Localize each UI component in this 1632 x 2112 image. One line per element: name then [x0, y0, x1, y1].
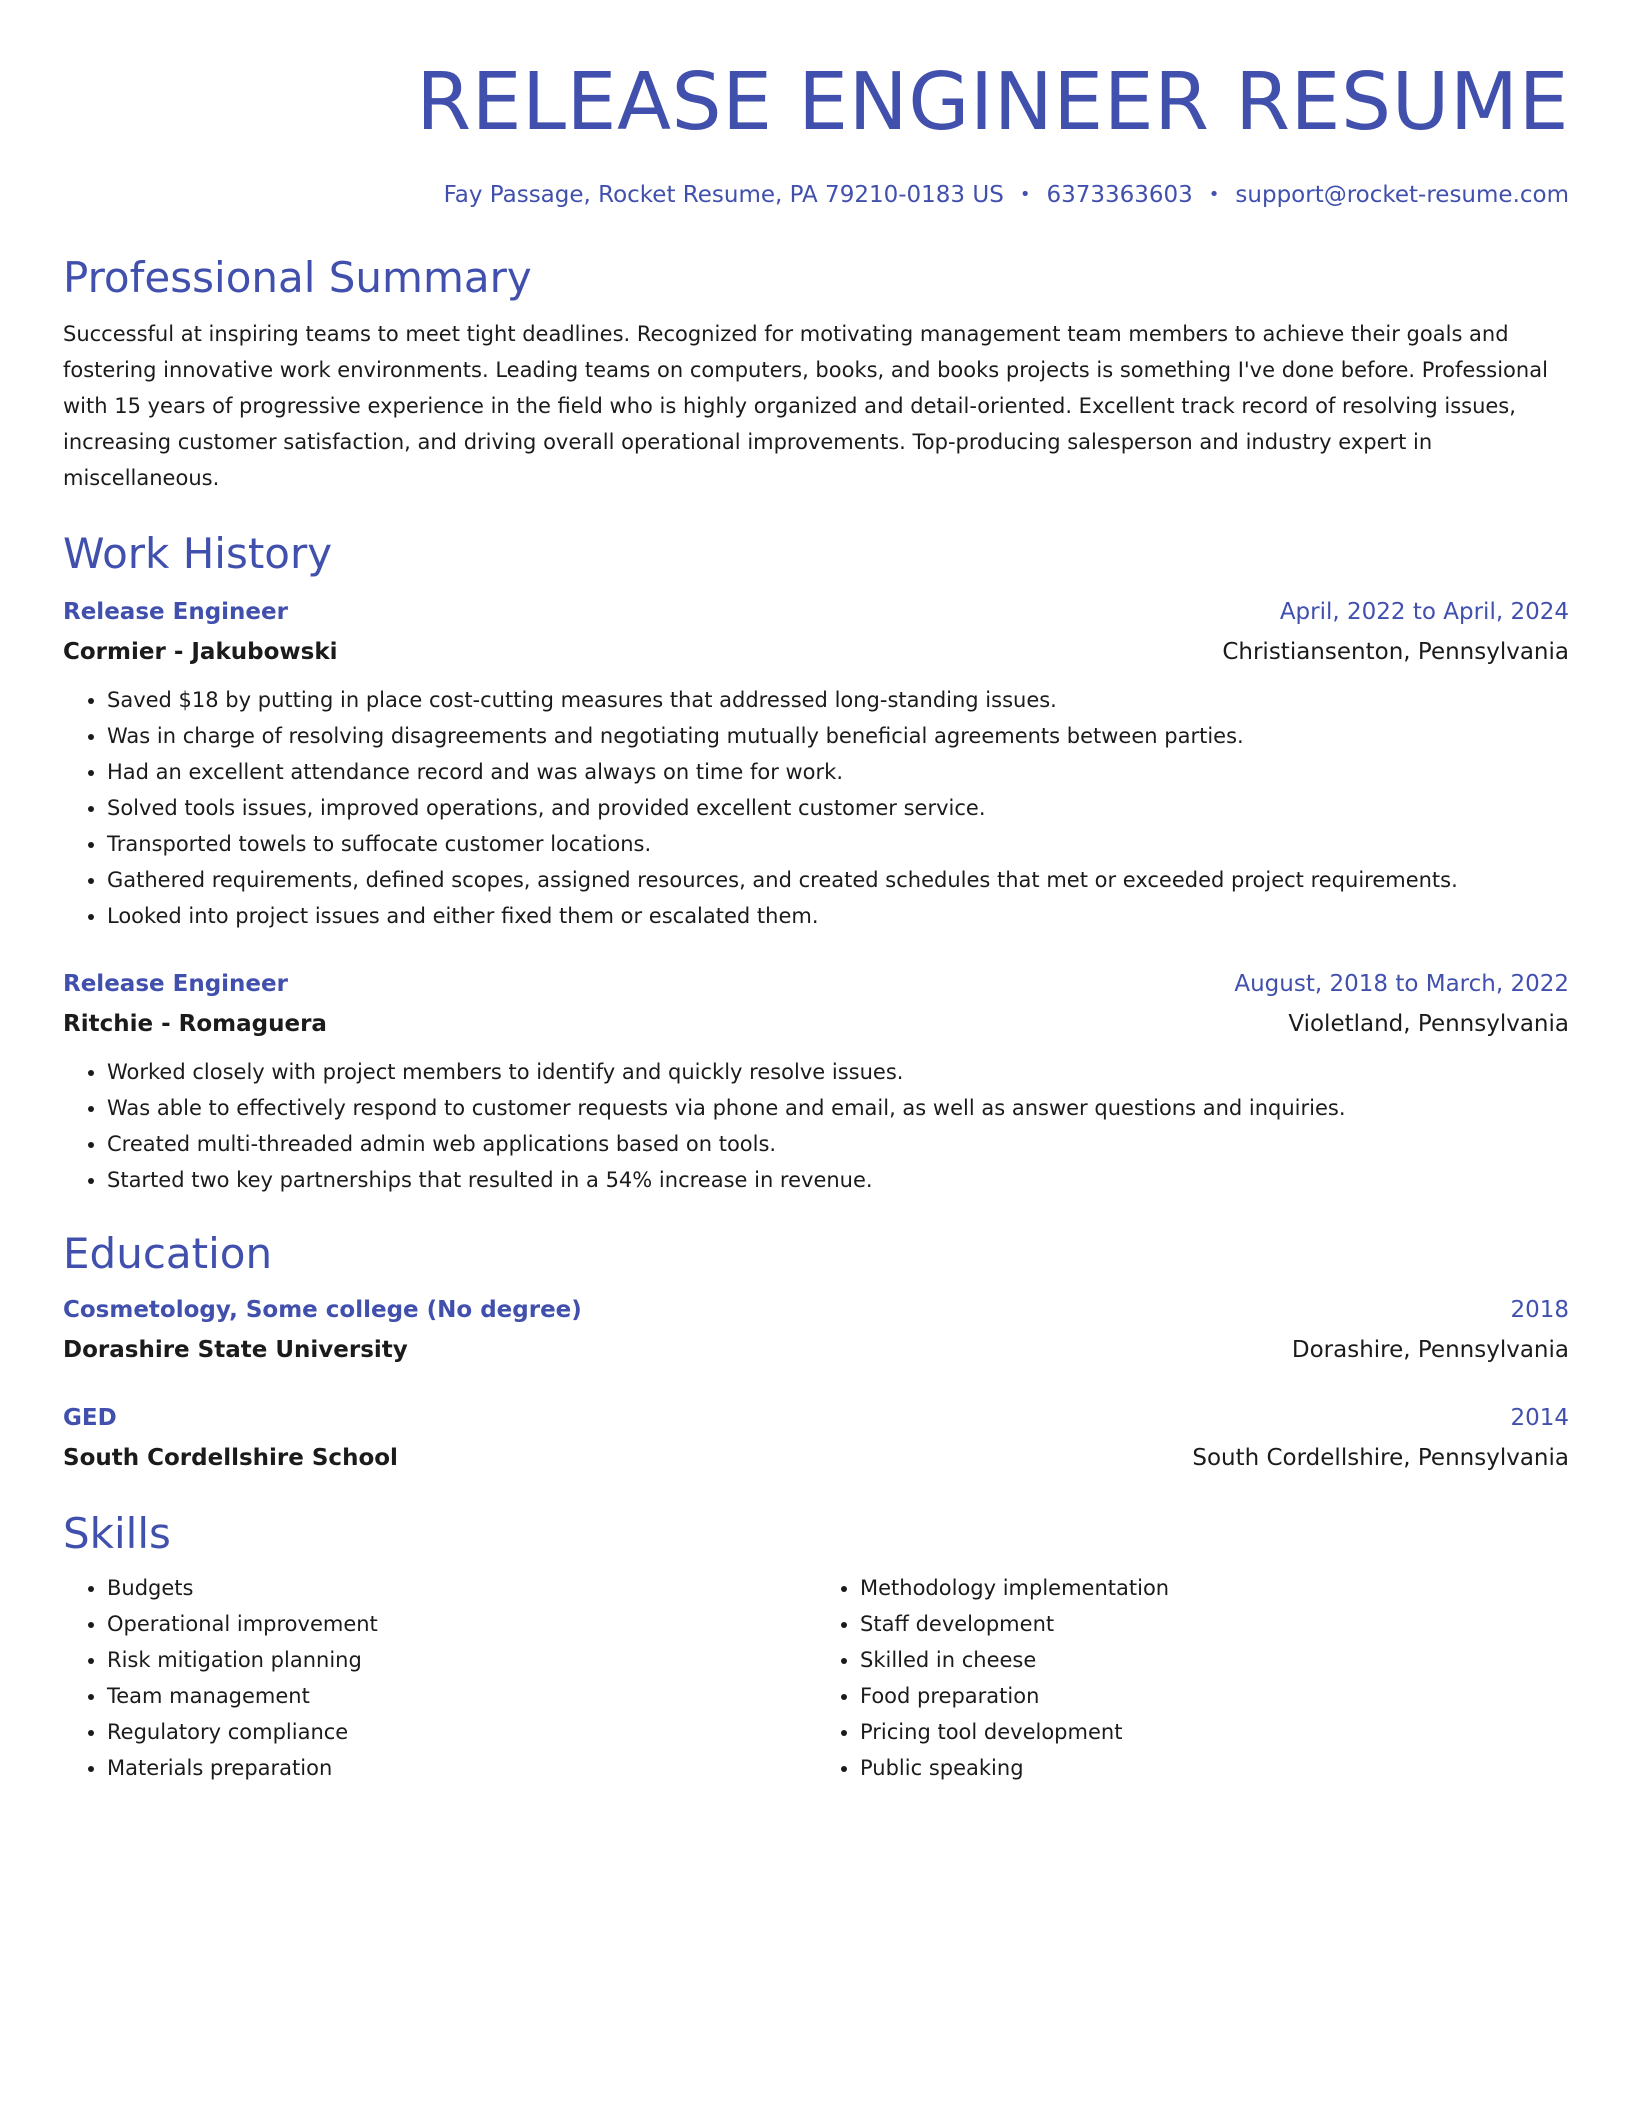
- job-bullet: • Saved $18 by putting in place cost-cutting measures that addressed long-standing issues.: [107, 682, 1569, 718]
- education-year: 2014: [1510, 1405, 1569, 1431]
- skills-section: [63, 1506, 1569, 1786]
- job-dates: August, 2018 to March, 2022: [1234, 971, 1569, 997]
- job-bullets: [63, 682, 1569, 934]
- education-year: 2018: [1510, 1297, 1569, 1323]
- job-bullet: • Solved tools issues, improved operations, and provided excellent customer service.: [107, 790, 1569, 826]
- education-location: South Cordellshire, Pennsylvania: [1192, 1445, 1569, 1471]
- job-bullet: • Was able to effectively respond to customer requests via phone and email, as well as answer questions and inquiries.: [107, 1090, 1569, 1126]
- job-title-row: [63, 592, 1569, 632]
- skills-list-right: [816, 1570, 1569, 1786]
- section-heading-work: Work History: [63, 529, 333, 578]
- contact-phone: 6373363603: [1046, 182, 1193, 208]
- skill-item: • Food preparation: [860, 1678, 1569, 1714]
- education-school: Dorashire State University: [63, 1337, 408, 1363]
- job-location: Violetland, Pennsylvania: [1288, 1011, 1569, 1037]
- skill-item: • Staff development: [860, 1606, 1569, 1642]
- section-heading-skills: Skills: [63, 1509, 171, 1558]
- skills-list-left: [63, 1570, 816, 1786]
- job-dates: April, 2022 to April, 2024: [1279, 599, 1569, 625]
- contact-line: [63, 180, 1569, 210]
- education-school-row: [63, 1330, 1569, 1370]
- job-bullet: • Created multi-threaded admin web applications based on tools.: [107, 1126, 1569, 1162]
- job-company-row: [63, 632, 1569, 672]
- skill-item: • Risk mitigation planning: [107, 1642, 816, 1678]
- work-history-section: [63, 526, 1569, 1198]
- skill-item: • Methodology implementation: [860, 1570, 1569, 1606]
- skill-item: • Team management: [107, 1678, 816, 1714]
- job-company-row: [63, 1004, 1569, 1044]
- job-bullets: [63, 1054, 1569, 1198]
- job-bullet: • Started two key partnerships that resulted in a 54% increase in revenue.: [107, 1162, 1569, 1198]
- education-degree: GED: [63, 1405, 117, 1431]
- education-school: South Cordellshire School: [63, 1445, 398, 1471]
- education-entry: [63, 1398, 1569, 1478]
- summary-text: Successful at inspiring teams to meet tight deadlines. Recognized for motivating management team members to achieve their goals and fostering innovative work environments. Leading teams on computers, books, and books projects is something I've done before. Professional with 15 years of progressive experience in the field who is highly organized and detail-oriented. Excellent track record of resolving issues, increasing customer satisfaction, and driving overall operational improvements. Top-producing salesperson and industry expert in miscellaneous.: [63, 322, 1548, 490]
- skill-item: • Budgets: [107, 1570, 816, 1606]
- contact-address: Fay Passage, Rocket Resume, PA 79210-0183 US: [443, 182, 1004, 208]
- education-entry: [63, 1290, 1569, 1370]
- job-bullet: • Transported towels to suffocate customer locations.: [107, 826, 1569, 862]
- job-bullet: • Was in charge of resolving disagreements and negotiating mutually beneficial agreements between parties.: [107, 718, 1569, 754]
- job-title: Release Engineer: [63, 971, 288, 997]
- resume-title: RELEASE ENGINEER RESUME: [416, 56, 1569, 148]
- skill-item: • Public speaking: [860, 1750, 1569, 1786]
- skill-item: • Materials preparation: [107, 1750, 816, 1786]
- skill-item: • Skilled in cheese: [860, 1642, 1569, 1678]
- contact-separator: •: [1208, 184, 1220, 205]
- job-entry: [63, 592, 1569, 934]
- professional-summary-section: [63, 250, 1569, 496]
- job-bullet: • Gathered requirements, defined scopes, assigned resources, and created schedules that met or exceeded project requirements.: [107, 862, 1569, 898]
- job-bullet: • Had an excellent attendance record and was always on time for work.: [107, 754, 1569, 790]
- contact-email: support@rocket-resume.com: [1235, 182, 1569, 208]
- job-entry: [63, 964, 1569, 1198]
- job-bullet: • Worked closely with project members to identify and quickly resolve issues.: [107, 1054, 1569, 1090]
- section-heading-summary: Professional Summary: [63, 253, 532, 302]
- skill-item: • Pricing tool development: [860, 1714, 1569, 1750]
- section-heading-education: Education: [63, 1229, 273, 1278]
- skill-item: • Operational improvement: [107, 1606, 816, 1642]
- education-location: Dorashire, Pennsylvania: [1291, 1337, 1569, 1363]
- skills-columns: [63, 1570, 1569, 1786]
- skill-item: • Regulatory compliance: [107, 1714, 816, 1750]
- contact-separator: •: [1019, 184, 1031, 205]
- education-school-row: [63, 1438, 1569, 1478]
- job-bullet: • Looked into project issues and either fixed them or escalated them.: [107, 898, 1569, 934]
- education-degree-row: [63, 1290, 1569, 1330]
- education-section: [63, 1226, 1569, 1478]
- education-degree: Cosmetology, Some college (No degree): [63, 1297, 582, 1323]
- job-company: Ritchie - Romaguera: [63, 1011, 327, 1037]
- job-title: Release Engineer: [63, 599, 288, 625]
- job-title-row: [63, 964, 1569, 1004]
- education-degree-row: [63, 1398, 1569, 1438]
- job-location: Christiansenton, Pennsylvania: [1222, 639, 1569, 665]
- job-company: Cormier - Jakubowski: [63, 639, 338, 665]
